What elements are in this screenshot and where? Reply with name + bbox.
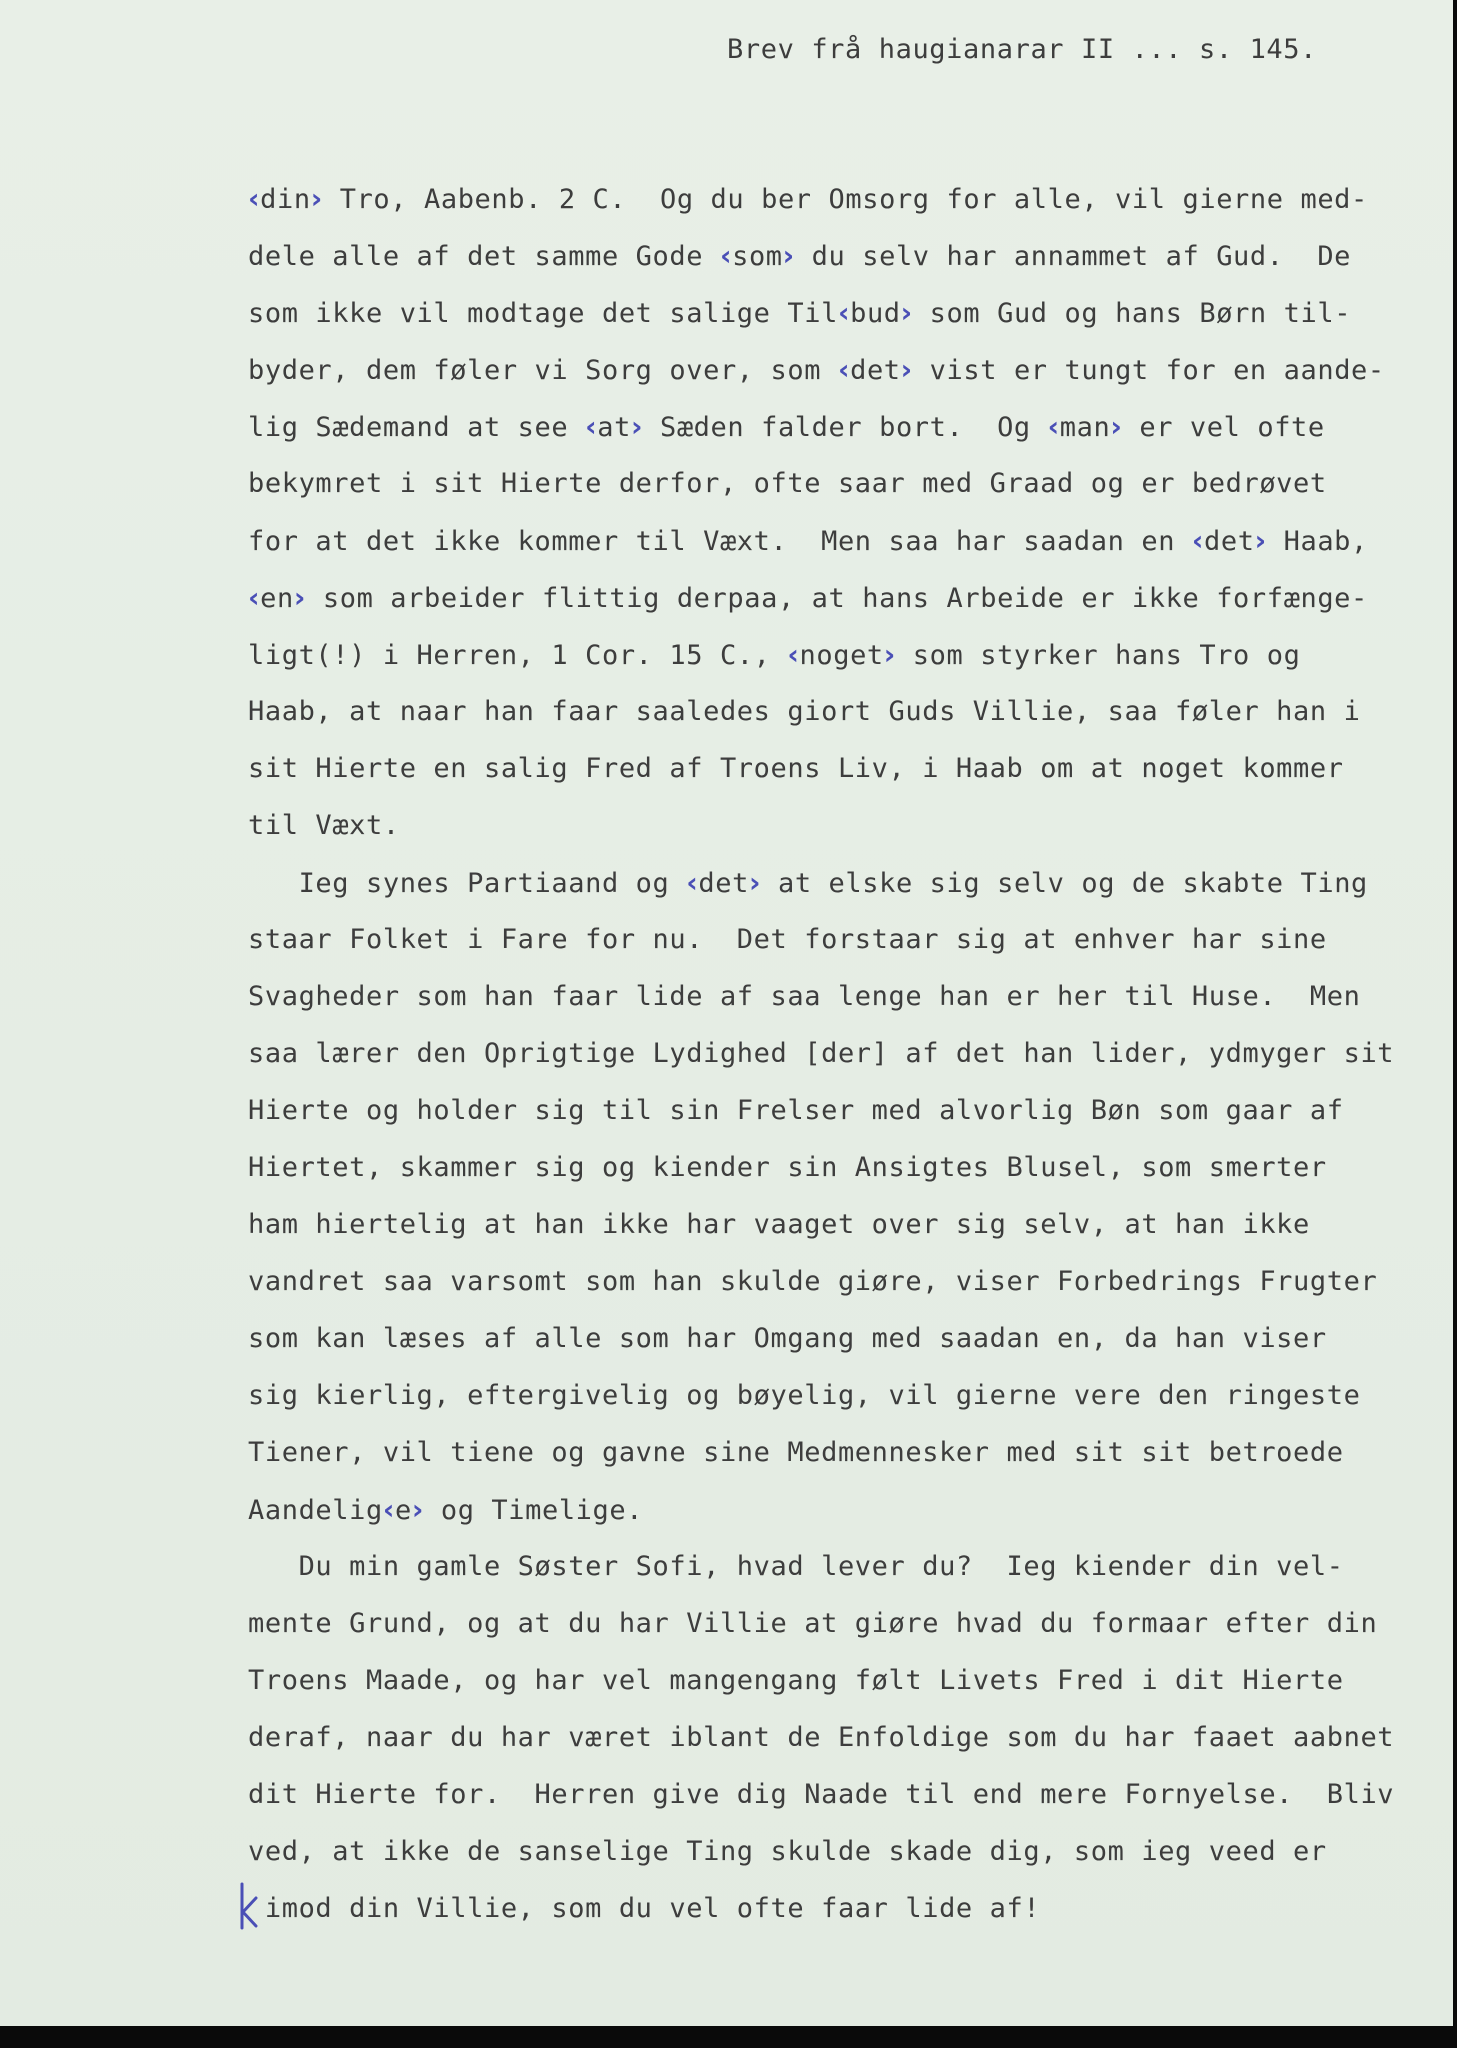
pen-bracket-open: ‹: [686, 866, 699, 899]
pen-bracket-open: ‹: [585, 410, 598, 443]
pen-bracket-open: ‹: [248, 581, 261, 614]
text-line: Du min gamle Søster Sofi, hvad lever du? Ieg kiender din vel-: [248, 1551, 1344, 1582]
text-line: for at det ikke kommer til Væxt. Men saa har saadan en ‹det› Haab,: [248, 524, 1368, 557]
pen-bracket-open: ‹: [382, 1493, 395, 1526]
pen-bracket-close: ›: [1110, 410, 1123, 443]
text-line: sit Hierte en salig Fred af Troens Liv, i Haab om at noget kommer: [248, 753, 1344, 784]
text-line: Tiener, vil tiene og gavne sine Medmennesker med sit sit betroede: [248, 1437, 1344, 1468]
text-line: ‹en› som arbeider flittig derpaa, at hans Arbeide er ikke forfænge-: [248, 581, 1368, 614]
pen-bracket-open: ‹: [837, 296, 851, 329]
text-line: Aandelig‹e› og Timelige.: [248, 1493, 644, 1526]
text-line: dele alle af det samme Gode ‹som› du selv har annammet af Gud. De: [248, 239, 1352, 272]
text-line: dit Hierte for. Herren give dig Naade til end mere Fornyelse. Bliv: [248, 1779, 1395, 1810]
text-line: ‹din› Tro, Aabenb. 2 C. Og du ber Omsorg for alle, vil gierne med-: [248, 182, 1368, 215]
pen-bracket-close: ›: [748, 866, 762, 899]
scan-edge-bottom: [0, 2026, 1457, 2048]
page-header: Brev frå haugianarar II ... s. 145.: [727, 34, 1317, 65]
pen-bracket-close: ›: [900, 353, 913, 386]
letter-body: [248, 170, 1408, 1937]
text-line: ham hiertelig at han ikke har vaaget over sig selv, at han ikke: [248, 1209, 1310, 1240]
text-line: som ikke vil modtage det salige Til‹bud› som Gud og hans Børn til-: [248, 296, 1352, 329]
text-line: sig kierlig, eftergivelig og bøyelig, vil gierne vere den ringeste: [248, 1380, 1361, 1411]
pen-bracket-close: ›: [293, 581, 306, 614]
text-line: som kan læses af alle som har Omgang med saadan en, da han viser: [248, 1323, 1327, 1354]
text-line: ligt(!) i Herren, 1 Cor. 15 C., ‹noget› som styrker hans Tro og: [248, 638, 1301, 671]
text-line: saa lærer den Oprigtige Lydighed [der] af det han lider, ydmyger sit: [248, 1038, 1395, 1069]
scan-edge-right: [1453, 0, 1457, 2048]
pen-bracket-close: ›: [1254, 524, 1267, 557]
text-line: staar Folket i Fare for nu. Det forstaar sig at enhver har sine: [248, 924, 1327, 955]
pen-bracket-close: ›: [900, 296, 913, 329]
text-line: Hierte og holder sig til sin Frelser med alvorlig Bøn som gaar af: [248, 1095, 1344, 1126]
pen-bracket-open: ‹: [1047, 410, 1060, 443]
text-line: Haab, at naar han faar saaledes giort Guds Villie, saa føler han i: [248, 696, 1361, 727]
text-line: byder, dem føler vi Sorg over, som ‹det› vist er tungt for en aande-: [248, 353, 1385, 386]
pen-bracket-open: ‹: [787, 638, 800, 671]
pen-bracket-close: ›: [411, 1493, 424, 1526]
pen-bracket-open: ‹: [1191, 524, 1205, 557]
pen-bracket-close: ›: [310, 182, 323, 215]
pen-bracket-close: ›: [883, 638, 896, 671]
text-line: Svagheder som han faar lide af saa lenge han er her til Huse. Men: [248, 981, 1361, 1012]
pen-bracket-open: ‹: [248, 182, 261, 215]
text-line: vandret saa varsomt som han skulde giøre, viser Forbedrings Frugter: [248, 1266, 1378, 1297]
text-line: Ieg synes Partiaand og ‹det› at elske sig selv og de skabte Ting: [248, 866, 1368, 899]
pen-bracket-open: ‹: [837, 353, 851, 386]
text-line: bekymret i sit Hierte derfor, ofte saar med Graad og er bedrøvet: [248, 468, 1327, 499]
text-line: Troens Maade, og har vel mangengang følt Livets Fred i dit Hierte: [248, 1665, 1344, 1696]
pen-bracket-open: ‹: [719, 239, 733, 272]
text-line: lig Sædemand at see ‹at› Sæden falder bort. Og ‹man› er vel ofte: [248, 410, 1325, 443]
handwritten-margin-k-mark: [236, 1880, 258, 1932]
pen-bracket-close: ›: [782, 239, 795, 272]
text-line: imod din Villie, som du vel ofte faar lide af!: [248, 1893, 1041, 1924]
text-line: deraf, naar du har været iblant de Enfoldige som du har faaet aabnet: [248, 1722, 1395, 1753]
text-line: Hiertet, skammer sig og kiender sin Ansigtes Blusel, som smerter: [248, 1152, 1327, 1183]
text-line: ved, at ikke de sanselige Ting skulde skade dig, som ieg veed er: [248, 1836, 1327, 1867]
text-line: mente Grund, og at du har Villie at giøre hvad du formaar efter din: [248, 1608, 1378, 1639]
text-line: til Væxt.: [248, 810, 400, 841]
pen-bracket-close: ›: [630, 410, 644, 443]
